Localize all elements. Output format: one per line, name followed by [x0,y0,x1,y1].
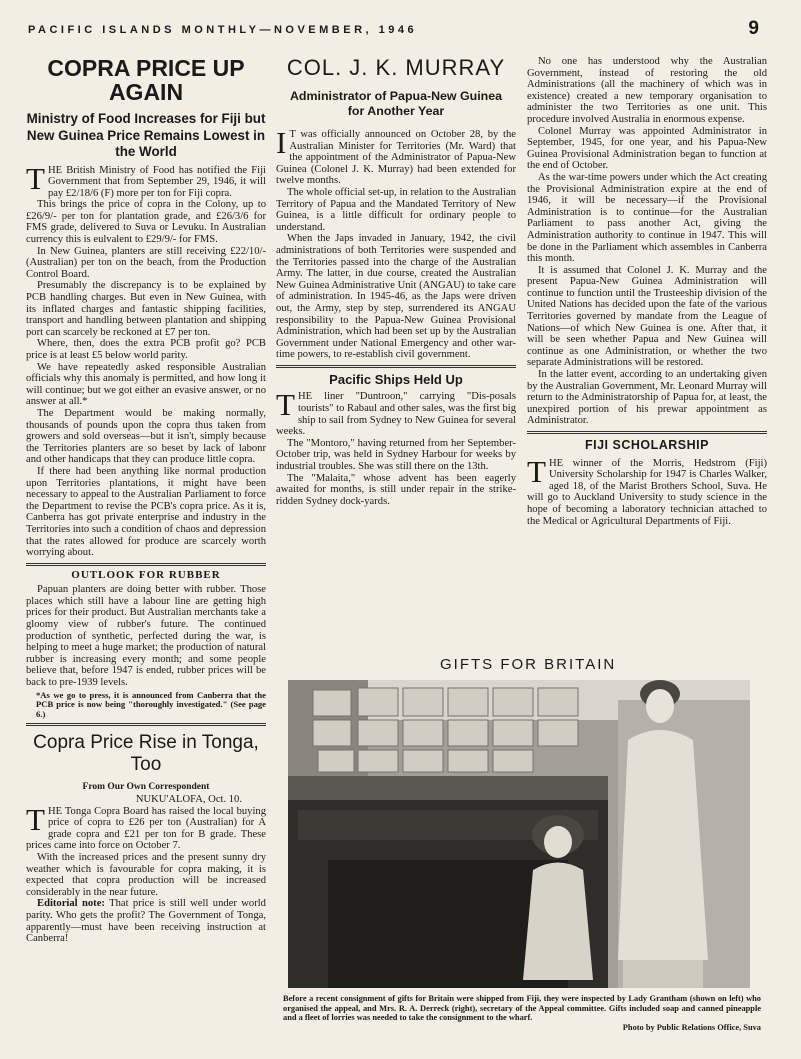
murray-paragraph: Colonel Murray was appointed Administrator in September, 1945, for one year, and his Papua-New Guinea Provisional Administration began to function at the end of October. [527,125,767,172]
copra-headline-line-2: AGAIN [108,79,184,105]
copra-paragraph: The Department would be making normally, thousands of pounds upon the copra thus taken from growers and sold overseas—but it isn't, simply because the Territories planters are so beset by lack of labonr and other handicaps that they can produce little copra. [26,407,266,466]
gifts-photo [288,680,750,988]
column-3 [527,56,767,527]
murray-paragraph: No one has understood why the Australian Government, instead of restoring the old Administrations (all the machinery of which was in existence) created a new temporary organisation to administer the two Territories as one unit. This procedure involved Australia in enormous expense. [527,56,767,125]
murray-subhead: Administrator of Papua-New Guinea for Another Year [289,89,503,118]
murray-paragraph: It is assumed that Colonel J. K. Murray and the present Papua-New Guinea Administration will continue to function until the Trusteeship division of the United Nations has decided upon the fate of the various Territories governed by mandate from the League of Nations—of which New Guinea is one. After that, it will be seen whether Papua and New Guinea will continue as one Administration, or whether the two separate Administrations will be restored. [527,264,767,369]
murray-headline: COL. J. K. MURRAY [286,55,506,80]
dropcap: I [276,125,287,160]
column-1 [26,56,266,945]
dateline: NUKU'ALOFA, Oct. 10. [135,794,242,805]
tonga-paragraph: With the increased prices and the present sunny dry weather which is favourable for copra making, it is expected that copra production will be increased considerably in the near future. [26,851,266,898]
press-note: *As we go to press, it is announced from Canberra that the PCB price is now being "thoroughly investigated." (See page 6.) [36,689,266,719]
photo-credit: Photo by Public Relations Office, Suva [622,1022,761,1032]
gifts-title: GIFTS FOR BRITAIN [440,656,617,673]
photo-caption [283,994,761,1032]
editorial-note: Editorial note: That price is still well under world parity. Who gets the profit? The Government of Tonga, apparently—must have been receiving instruction at Canberra! [26,898,266,945]
copra-paragraph: If there had been anything like normal production upon Territories plantations, it might have been necessary to appeal to the Australian Parliament to force the Department to revise the PCB's copra price. As it is, Canberra has got private enterprise and industry in the Territories into such a condition of chaos and depression that the rates allowed for produce are scarcely worth worrying about. [26,465,266,559]
caption-text: Before a recent consignment of gifts for Britain were shipped from Fiji, they were inspected by Lady Grantham (shown on left) who organised the appeal, and Mrs. R. A. Derreck (right), secretary of the Appeal committee. Gifts included soap and canned pineapple and a fleet of lorries was needed to take the consignment to the wharf. [283,994,761,1023]
fiji-headline: FIJI SCHOLARSHIP [585,438,709,452]
copra-paragraph: In New Guinea, planters are still receiving £22/10/- (Australian) per ton on the beach, from the Production Control Board. [26,245,266,280]
divider [276,365,516,368]
rubber-paragraph: Papuan planters are doing better with rubber. Those places which still have a labour line are getting high prices for their product. But Australian merchants take a gloomy view of rubber's future. The continued production of synthetic, perfected during the war, is helping to meet a huge market; the production of natural rubber is increasing every month; and some people believe that, before 1947 is ended, rubber prices will be back to pre-1939 levels. [26,584,266,689]
murray-paragraph: When the Japs invaded in January, 1942, the civil administrations of both Territories were suspended and the Territories passed into the charge of the Australian Army. The latter, in due course, created the Australian New Guinea Administrative Unit (ANGAU) to take care of administration. In 1945-46, as the Japs were driven out, the Army, step by step, surrendered its ANGAU responsibility to the Papua-New Guinea Provisional Administration, which had been set up by the Australian Government under National Emergency and other war-time powers, to re-establish civil government. [276,233,516,361]
ships-headline: Pacific Ships Held Up [329,371,463,387]
murray-paragraph: As the war-time powers under which the Act creating the Provisional Administration expire at the end of 1946, it will be necessary—if the Provisional Administration is to continue—for the Australian Parliament to pass another Act, giving the Administration authority to continue in 1947. This will be done in the Parliament which assembles in Canberra this month. [527,171,767,265]
masthead: PACIFIC ISLANDS MONTHLY—NOVEMBER, 1946 [28,24,418,36]
page-number: 9 [748,18,759,39]
ships-paragraph: The "Malaita," whose advent has been eagerly awaited for months, is still under repair in the strike-ridden Sydney dock-yards. [276,472,516,507]
copra-paragraph: THE British Ministry of Food has notified the Fiji Government that from September 29, 1946, it will pay £2/18/6 (F) more per ton for Fiji copra. [26,160,266,199]
fiji-paragraph: THE winner of the Morris, Hedstrom (Fiji) University Scholarship for 1947 is Charles Walker, aged 18, of the Marist Brothers School, Suva. He will go to Auckland University to study science in the hope of becoming a laboratory technician attached to the Medical or Agricultural Departments of Fiji. [527,453,767,527]
divider [26,723,266,726]
copra-headline [26,56,266,104]
copra-subhead: Ministry of Food Increases for Fiji but New Guinea Price Remains Lowest in the World [26,111,266,159]
byline: From Our Own Correspondent [82,782,210,793]
murray-paragraph: In the latter event, according to an undertaking given by the Australian Government, Mr. Leonard Murray will return to the Administratorship of Papua for, at least, the unexpired portion of his prewar appointment as Administrator. [527,369,767,427]
copra-paragraph: This brings the price of copra in the Colony, up to £26/9/- per ton for plantation grade, and £26/3/6 for FMS grade, delivered to Suva or Levuku. In Australian currency this is eulvalent to £29/9/- for FMS. [26,199,266,246]
copra-paragraph: We have repeatedly asked responsible Australian officials why this anomaly is permitted, and how long it will continue; but we got either an evasive answer, or no answer at all.* [26,361,266,408]
copra-paragraph: Presumably the discrepancy is to be explained by PCB handling charges. But even in New Guinea, with its inflated charges and fantastic shipping facilities, transport and handling between plantation and shipping port can scarcely be reckoned at £7 per ton. [26,280,266,338]
divider [527,431,767,434]
dropcap: T [26,801,45,837]
dropcap: T [276,387,295,423]
tonga-paragraph: THE Tonga Copra Board has raised the local buying price of copra to £26 per ton (Australian) for A grade copra and £21 per ton for B grade. These prices came into force on October 7. [26,801,266,852]
murray-paragraph: I T was officially announced on October 28, by the Australian Minister for Territories (Mr. Ward) that the appointment of the Administrator of Papua-New Guinea (Colonel J. K. Murray) had been extended for twelve months. [276,125,516,187]
copra-headline-line-1: COPRA PRICE UP [47,55,245,81]
ships-paragraph: The "Montoro," having returned from her September-October trip, was held in Sydney Harbour for weeks by industrial troubles. She was still there on the 13th. [276,437,516,473]
dropcap: T [26,160,45,196]
ships-paragraph: THE liner "Duntroon," carrying "Dis-posals tourists" to Rabaul and other sales, was the first big ship to sail from Sydney to New Guinea for several weeks. [276,387,516,438]
photo-illustration [288,680,750,988]
murray-paragraph: The whole official set-up, in relation to the Australian Territory of Papua and the Mandated Territory of New Guinea, is a little difficult for ordinary people to understand. [276,186,516,233]
divider [26,563,266,566]
rubber-title: OUTLOOK FOR RUBBER [71,568,221,581]
tonga-headline: Copra Price Rise in Tonga, Too [33,732,259,776]
column-2 [276,56,516,507]
copra-paragraph: Where, then, does the extra PCB profit go? PCB price is at least £5 below world parity. [26,338,266,361]
dropcap: T [527,453,546,489]
